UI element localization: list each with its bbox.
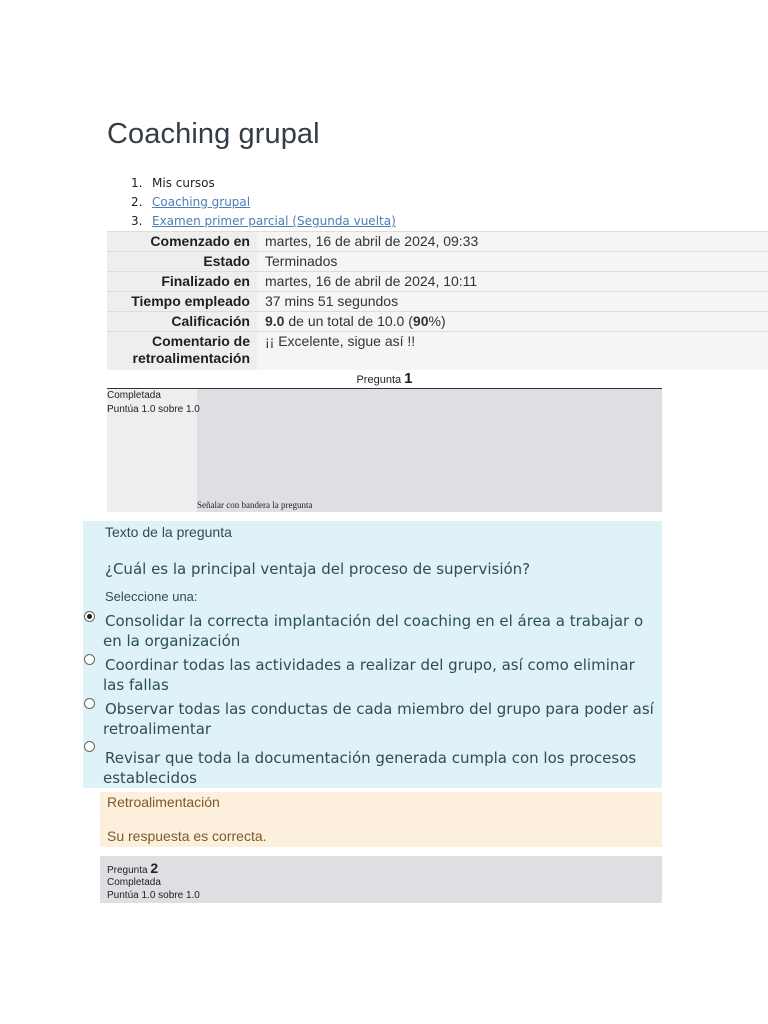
breadcrumb-item-exam <box>131 210 396 229</box>
question-2-state: Completada <box>107 877 161 888</box>
grade-mid-text: de un total de 10.0 ( <box>284 313 413 329</box>
flag-question-link[interactable]: Señalar con bandera la pregunta <box>197 500 313 510</box>
page-title: Coaching grupal <box>107 118 320 150</box>
breadcrumb-label: Mis cursos <box>152 176 215 190</box>
started-label: Comenzado en <box>107 232 257 252</box>
comment-value: ¡¡ Excelente, sigue así !! <box>257 332 768 370</box>
question-text-label: Texto de la pregunta <box>105 524 232 540</box>
question-1-content <box>83 521 662 788</box>
summary-row-comment <box>107 332 768 370</box>
state-label: Estado <box>107 252 257 272</box>
grade-percent-sign: % <box>428 313 441 329</box>
breadcrumb-link-exam[interactable]: Examen primer parcial (Segunda vuelta) <box>152 214 396 228</box>
breadcrumb <box>131 172 396 229</box>
radio-option-4[interactable] <box>84 741 95 752</box>
question-2-info <box>100 856 662 903</box>
time-value: 37 mins 51 segundos <box>257 292 768 312</box>
question-2-header <box>107 860 158 876</box>
summary-row-state <box>107 252 768 272</box>
time-label: Tiempo empleado <box>107 292 257 312</box>
radio-option-3[interactable] <box>84 698 95 709</box>
comment-label-line1: Comentario de <box>151 333 250 349</box>
grade-label: Calificación <box>107 312 257 332</box>
question-1-header <box>107 369 662 389</box>
breadcrumb-number: 1. <box>131 176 143 190</box>
finished-label: Finalizado en <box>107 272 257 292</box>
option-3-line1: Observar todas las conductas de cada miembro del grupo para poder así <box>105 700 654 718</box>
summary-row-started <box>107 232 768 252</box>
option-2-line1: Coordinar todas las actividades a realizar del grupo, así como eliminar <box>105 656 635 674</box>
summary-row-grade <box>107 312 768 332</box>
answer-prompt: Seleccione una: <box>105 589 198 604</box>
question-1-number: 1 <box>404 370 413 387</box>
option-2-line2: las fallas <box>103 676 169 694</box>
comment-label-line2: retroalimentación <box>132 350 250 366</box>
question-1-state: Completada <box>107 390 161 401</box>
breadcrumb-number: 3. <box>131 214 143 228</box>
option-4-line1: Revisar que toda la documentación generada cumpla con los procesos <box>105 749 637 767</box>
question-1-grade: Puntúa 1.0 sobre 1.0 <box>107 404 200 415</box>
radio-option-1[interactable] <box>84 611 95 622</box>
question-2-number: 2 <box>150 860 159 876</box>
breadcrumb-item-my-courses <box>131 172 396 191</box>
question-text: ¿Cuál es la principal ventaja del proceso de supervisión? <box>105 560 531 578</box>
comment-label <box>107 332 257 370</box>
question-1-info <box>107 389 662 512</box>
grade-score: 9.0 <box>265 313 285 329</box>
question-2-grade: Puntúa 1.0 sobre 1.0 <box>107 890 200 901</box>
finished-value: martes, 16 de abril de 2024, 10:11 <box>257 272 768 292</box>
option-1-line1: Consolidar la correcta implantación del coaching en el área a trabajar o <box>105 612 644 630</box>
feedback-label: Retroalimentación <box>107 794 220 810</box>
option-1-line2: en la organización <box>103 632 241 650</box>
feedback-box <box>100 792 662 847</box>
attempt-summary-table <box>107 231 768 370</box>
option-3-text <box>105 699 662 739</box>
option-3-line2: retroalimentar <box>103 720 212 738</box>
started-value: martes, 16 de abril de 2024, 09:33 <box>257 232 768 252</box>
feedback-text: Su respuesta es correcta. <box>107 828 267 844</box>
option-2-text <box>105 655 662 695</box>
grade-value <box>257 312 768 332</box>
summary-row-time <box>107 292 768 312</box>
option-4-line2: establecidos <box>103 769 197 787</box>
summary-row-finished <box>107 272 768 292</box>
question-1-prefix: Pregunta <box>356 374 405 386</box>
option-4-text <box>105 748 662 788</box>
question-2-prefix: Pregunta <box>107 865 151 876</box>
grade-end-text: ) <box>440 313 446 329</box>
option-1-text <box>105 611 662 651</box>
breadcrumb-link-course[interactable]: Coaching grupal <box>152 195 251 209</box>
grade-percent: 90 <box>412 313 429 329</box>
breadcrumb-number: 2. <box>131 195 143 209</box>
state-value: Terminados <box>257 252 768 272</box>
breadcrumb-item-course <box>131 191 396 210</box>
radio-option-2[interactable] <box>84 654 95 665</box>
